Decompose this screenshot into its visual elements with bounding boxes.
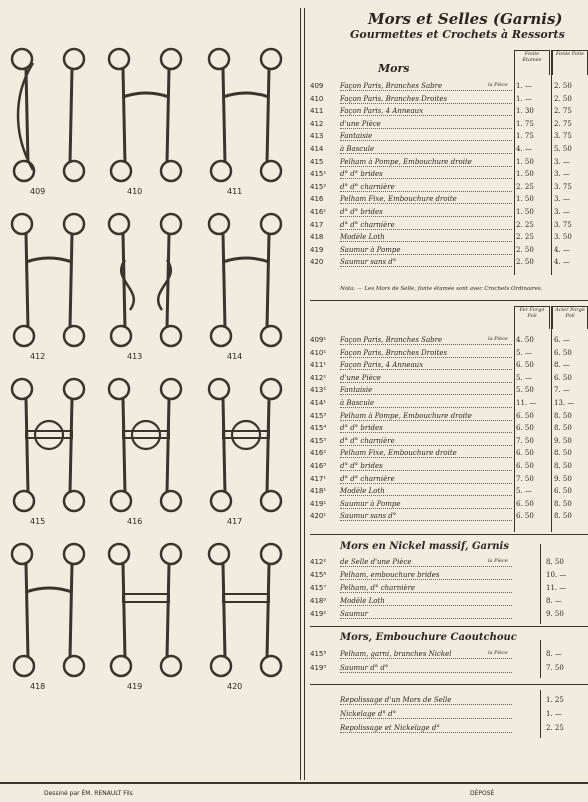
item-number: 415³ — [310, 411, 327, 420]
item-number: 419¹ — [310, 499, 327, 508]
bit-illustration — [8, 540, 92, 690]
item-description: Saumur — [340, 610, 512, 619]
bit-number: 417 — [227, 517, 243, 526]
item-description: Saumur à Pompe — [340, 246, 512, 255]
item-number: 416³ — [310, 462, 327, 470]
item-description: Pelham Fixe, Embouchure droite — [340, 449, 512, 458]
item-number: 414 — [310, 145, 324, 153]
item-price-2: 3. — — [554, 195, 570, 204]
item-price-2: 8. 50 — [554, 499, 572, 508]
item-price-2: 8. 50 — [554, 512, 572, 521]
bit-number: 415 — [30, 517, 46, 526]
item-number: 413 — [310, 132, 324, 141]
page-subtitle: Gourmettes et Crochets à Ressorts — [350, 28, 565, 41]
item-price-1: 7. 50 — [546, 664, 564, 672]
item-price-1: 2. 50 — [516, 245, 534, 254]
item-description: Repolissage d'un Mors de Selle — [340, 696, 512, 705]
bit-illustration — [8, 210, 92, 360]
item-description: d° d° brides — [340, 170, 512, 179]
item-description: Modèle Loth — [340, 597, 512, 606]
item-price-1: 1. — — [546, 710, 562, 718]
column-header-1: Fonte Étamée — [514, 50, 550, 75]
item-price-2: 2. 75 — [554, 107, 572, 116]
item-number: 419 — [310, 245, 324, 254]
item-number: 409 — [310, 82, 324, 90]
bit-number: 418 — [30, 682, 46, 691]
item-price-1: 5. — — [516, 348, 532, 357]
item-price-1: 1. 50 — [516, 170, 534, 179]
price-row — [310, 170, 588, 181]
price-list-panel — [310, 0, 588, 780]
item-number: 415² — [310, 182, 327, 191]
price-row — [310, 424, 588, 435]
price-row — [310, 462, 588, 473]
item-description: Façon Paris, Branches Droites — [340, 349, 512, 358]
price-row — [310, 412, 588, 423]
item-price-2: 7. — — [554, 386, 570, 395]
price-row — [310, 696, 588, 707]
price-row — [310, 664, 588, 675]
column-header-2: Fonte Polie — [552, 50, 588, 75]
price-row — [310, 183, 588, 194]
item-price-2: 8. — — [554, 361, 570, 370]
price-row — [310, 208, 588, 219]
rule — [310, 626, 588, 627]
item-number: 414¹ — [310, 399, 327, 407]
item-number: 418 — [310, 233, 324, 242]
price-row — [310, 132, 588, 143]
section-title: Mors en Nickel massif, Garnis — [340, 541, 509, 552]
item-description: d'une Pièce — [340, 374, 512, 383]
item-price-1: 1. 75 — [516, 119, 534, 128]
item-price-1: 2. 25 — [546, 724, 564, 732]
item-number: 420 — [310, 258, 324, 267]
bit-illustration — [205, 45, 289, 195]
item-unit: la Pièce — [488, 558, 508, 564]
item-unit: la Pièce — [488, 650, 508, 656]
item-description: Saumur à Pompe — [340, 500, 512, 509]
item-number: 415⁵ — [310, 436, 327, 445]
item-price-2: 4. — — [554, 258, 570, 267]
item-price-1: 10. — — [546, 571, 567, 579]
price-row — [310, 475, 588, 486]
item-price-2: 5. 50 — [554, 145, 572, 153]
price-row — [310, 399, 588, 410]
illustrations-panel — [0, 0, 300, 780]
bit-illustration — [105, 210, 189, 360]
price-row — [310, 374, 588, 385]
item-description: Repolissage et Nickelage d° — [340, 724, 512, 733]
item-price-2: 3. 50 — [554, 233, 572, 242]
section-title: Mors — [378, 62, 410, 75]
price-row — [310, 500, 588, 511]
column-divider-inner — [304, 8, 305, 780]
bit-illustration — [8, 45, 92, 195]
price-row — [310, 386, 588, 397]
item-description: d° d° brides — [340, 424, 512, 433]
item-number: 417 — [310, 220, 324, 229]
item-description: Façon Paris, 4 Anneaux — [340, 107, 512, 116]
item-number: 416 — [310, 195, 324, 204]
bit-number: 411 — [227, 187, 243, 196]
item-price-1: 11. — — [516, 399, 537, 407]
item-price-2: 3. 75 — [554, 182, 572, 191]
bit-illustration — [205, 540, 289, 690]
item-number: 412¹ — [310, 373, 327, 382]
bit-illustration — [105, 45, 189, 195]
item-price-1: 6. 50 — [516, 512, 534, 521]
item-description: Façon Paris, Branches Droites — [340, 95, 512, 104]
item-price-1: 1. 75 — [516, 132, 534, 141]
bit-illustration — [105, 540, 189, 690]
column-divider — [300, 8, 301, 780]
item-price-2: 8. 50 — [554, 411, 572, 420]
item-description: d° d° charnière — [340, 183, 512, 192]
item-number: 415¹ — [310, 170, 327, 179]
item-price-1: 7. 50 — [516, 474, 534, 483]
bit-number: 416 — [127, 517, 143, 526]
item-price-1: 1. — — [516, 94, 532, 103]
item-description: à Bascule — [340, 145, 512, 154]
item-price-1: 8. — — [546, 650, 562, 658]
item-price-2: 2. 75 — [554, 119, 572, 128]
bit-number: 414 — [227, 352, 243, 361]
item-description: à Bascule — [340, 399, 512, 408]
price-row — [310, 95, 588, 106]
item-number: 419² — [310, 610, 327, 618]
page-title: Mors et Selles (Garnis) — [368, 10, 563, 28]
price-row — [310, 233, 588, 244]
item-price-1: 5. — — [516, 487, 532, 496]
item-price-1: 4. — — [516, 145, 532, 153]
price-row — [310, 437, 588, 448]
section-note: Nota. — Les Mors de Selle, fonte étamée sont avec Crochets Ordinaires. — [340, 286, 543, 292]
item-price-2: 8. 50 — [554, 424, 572, 433]
item-description: Modèle Loth — [340, 487, 512, 496]
item-price-2: 2. 50 — [554, 82, 572, 90]
item-price-2: 8. 50 — [554, 449, 572, 458]
item-number: 410 — [310, 94, 324, 103]
item-description: Façon Paris, Branches Sabre — [340, 82, 512, 91]
bit-number: 412 — [30, 352, 46, 361]
item-price-2: 3. — — [554, 170, 570, 179]
item-description: Saumur d° d° — [340, 664, 512, 673]
item-price-1: 4. 50 — [516, 336, 534, 344]
footer-credit: Dessiné par ÉM. RENAULT Fils — [44, 790, 133, 797]
item-price-1: 1. 50 — [516, 208, 534, 216]
item-description: Saumur sans d° — [340, 512, 512, 521]
item-description: Façon Paris, 4 Anneaux — [340, 361, 512, 370]
item-description: Pelham, d° charnière — [340, 584, 512, 593]
item-description: d° d° brides — [340, 208, 512, 217]
item-description: d° d° charnière — [340, 437, 512, 446]
bit-number: 419 — [127, 682, 143, 691]
item-price-1: 1. 30 — [516, 107, 534, 116]
item-price-2: 3. — — [554, 208, 570, 216]
item-number: 416² — [310, 449, 327, 458]
price-row — [310, 571, 588, 582]
bit-number: 413 — [127, 352, 143, 361]
price-row — [310, 221, 588, 232]
item-price-1: 5. — — [516, 373, 532, 382]
bit-illustration — [105, 375, 189, 525]
item-price-1: 6. 50 — [516, 411, 534, 420]
item-number: 418² — [310, 597, 327, 605]
item-price-1: 6. 50 — [516, 361, 534, 370]
item-price-2: 2. 50 — [554, 94, 572, 103]
footer-deposit: DÉPOSÉ — [470, 790, 495, 797]
section-title: Mors, Embouchure Caoutchouc — [340, 632, 517, 643]
item-description: Pelham, garni, branches Nickel — [340, 650, 512, 659]
price-row — [310, 610, 588, 621]
item-price-2: 6. 50 — [554, 373, 572, 382]
item-description: de Selle d'une Pièce — [340, 558, 512, 567]
item-number: 415⁴ — [310, 424, 327, 433]
item-price-1: 1. 50 — [516, 195, 534, 204]
item-price-1: 6. 50 — [516, 499, 534, 508]
column-header-2: Acier Forgé Poli — [552, 306, 588, 329]
price-row — [310, 487, 588, 498]
price-row — [310, 258, 588, 269]
item-description: d° d° brides — [340, 462, 512, 471]
price-row — [310, 120, 588, 131]
item-description: Modèle Loth — [340, 233, 512, 242]
item-number: 415 — [310, 157, 324, 166]
item-description: Nickelage d° d° — [340, 710, 512, 719]
price-row — [310, 584, 588, 595]
item-number: 419³ — [310, 664, 327, 672]
price-row — [310, 246, 588, 257]
item-price-1: 9. 50 — [546, 610, 564, 618]
bit-number: 420 — [227, 682, 243, 691]
item-price-1: 2. 50 — [516, 258, 534, 267]
item-number: 415⁸ — [310, 650, 327, 658]
item-description: Pelham à Pompe, Embouchure droite — [340, 158, 512, 167]
price-row — [310, 650, 588, 661]
item-price-1: 1. — — [516, 82, 532, 90]
price-row — [310, 158, 588, 169]
item-price-2: 6. 50 — [554, 487, 572, 496]
item-price-1: 6. 50 — [516, 424, 534, 433]
item-description: Saumur sans d° — [340, 258, 512, 267]
item-number: 411 — [310, 107, 324, 116]
item-number: 409¹ — [310, 336, 327, 344]
item-number: 415⁶ — [310, 571, 327, 579]
item-price-1: 2. 25 — [516, 233, 534, 242]
item-price-2: 3. — — [554, 157, 570, 166]
item-price-2: 3. 75 — [554, 220, 572, 229]
item-number: 416¹ — [310, 208, 327, 216]
price-row — [310, 145, 588, 156]
item-price-1: 8. — — [546, 597, 562, 605]
price-row — [310, 195, 588, 206]
item-price-2: 13. — — [554, 399, 575, 407]
bit-illustration — [8, 375, 92, 525]
rule — [310, 534, 588, 535]
item-price-1: 11. — — [546, 584, 567, 592]
item-number: 418¹ — [310, 487, 327, 496]
item-price-1: 1. 50 — [516, 157, 534, 166]
price-row — [310, 107, 588, 118]
item-price-2: 9. 50 — [554, 474, 572, 483]
item-price-2: 8. 50 — [554, 462, 572, 470]
item-description: d'une Pièce — [340, 120, 512, 129]
price-row — [310, 512, 588, 523]
bit-number: 409 — [30, 187, 46, 196]
price-row — [310, 449, 588, 460]
item-price-1: 8. 50 — [546, 558, 564, 566]
item-price-1: 2. 25 — [516, 220, 534, 229]
item-description: d° d° charnière — [340, 475, 512, 484]
item-price-2: 3. 75 — [554, 132, 572, 141]
bit-illustration — [205, 375, 289, 525]
item-description: Pelham à Pompe, Embouchure droite — [340, 412, 512, 421]
item-number: 411¹ — [310, 361, 327, 370]
item-price-2: 6. 50 — [554, 348, 572, 357]
price-row — [310, 724, 588, 735]
item-description: Pelham, embouchure brides — [340, 571, 512, 580]
item-price-1: 1. 25 — [546, 696, 564, 704]
column-header-1: Fer Forgé Poli — [514, 306, 550, 329]
price-row — [310, 349, 588, 360]
price-row — [310, 336, 588, 347]
price-row — [310, 710, 588, 721]
item-price-2: 6. — — [554, 336, 570, 344]
price-row — [310, 597, 588, 608]
item-description: Fantaisie — [340, 132, 512, 141]
item-number: 417¹ — [310, 474, 327, 483]
price-row — [310, 558, 588, 569]
item-number: 412 — [310, 119, 324, 128]
price-row — [310, 82, 588, 93]
item-unit: la Pièce — [488, 82, 508, 88]
bit-number: 410 — [127, 187, 143, 196]
item-unit: la Pièce — [488, 336, 508, 342]
rule — [310, 300, 588, 301]
item-number: 420¹ — [310, 512, 327, 521]
item-number: 412² — [310, 558, 327, 566]
item-description: d° d° charnière — [340, 221, 512, 230]
item-price-2: 4. — — [554, 245, 570, 254]
item-price-1: 6. 50 — [516, 462, 534, 470]
item-price-1: 6. 50 — [516, 449, 534, 458]
item-description: Pelham Fixe, Embouchure droite — [340, 195, 512, 204]
item-price-1: 7. 50 — [516, 436, 534, 445]
item-number: 413¹ — [310, 386, 327, 395]
item-price-1: 2. 25 — [516, 182, 534, 191]
item-number: 410¹ — [310, 348, 327, 357]
item-description: Fantaisie — [340, 386, 512, 395]
item-price-2: 9. 50 — [554, 436, 572, 445]
price-row — [310, 361, 588, 372]
bit-illustration — [205, 210, 289, 360]
rule — [310, 684, 588, 685]
footer — [0, 782, 588, 802]
item-number: 415⁷ — [310, 584, 327, 592]
item-price-1: 5. 50 — [516, 386, 534, 395]
item-description: Façon Paris, Branches Sabre — [340, 336, 512, 345]
